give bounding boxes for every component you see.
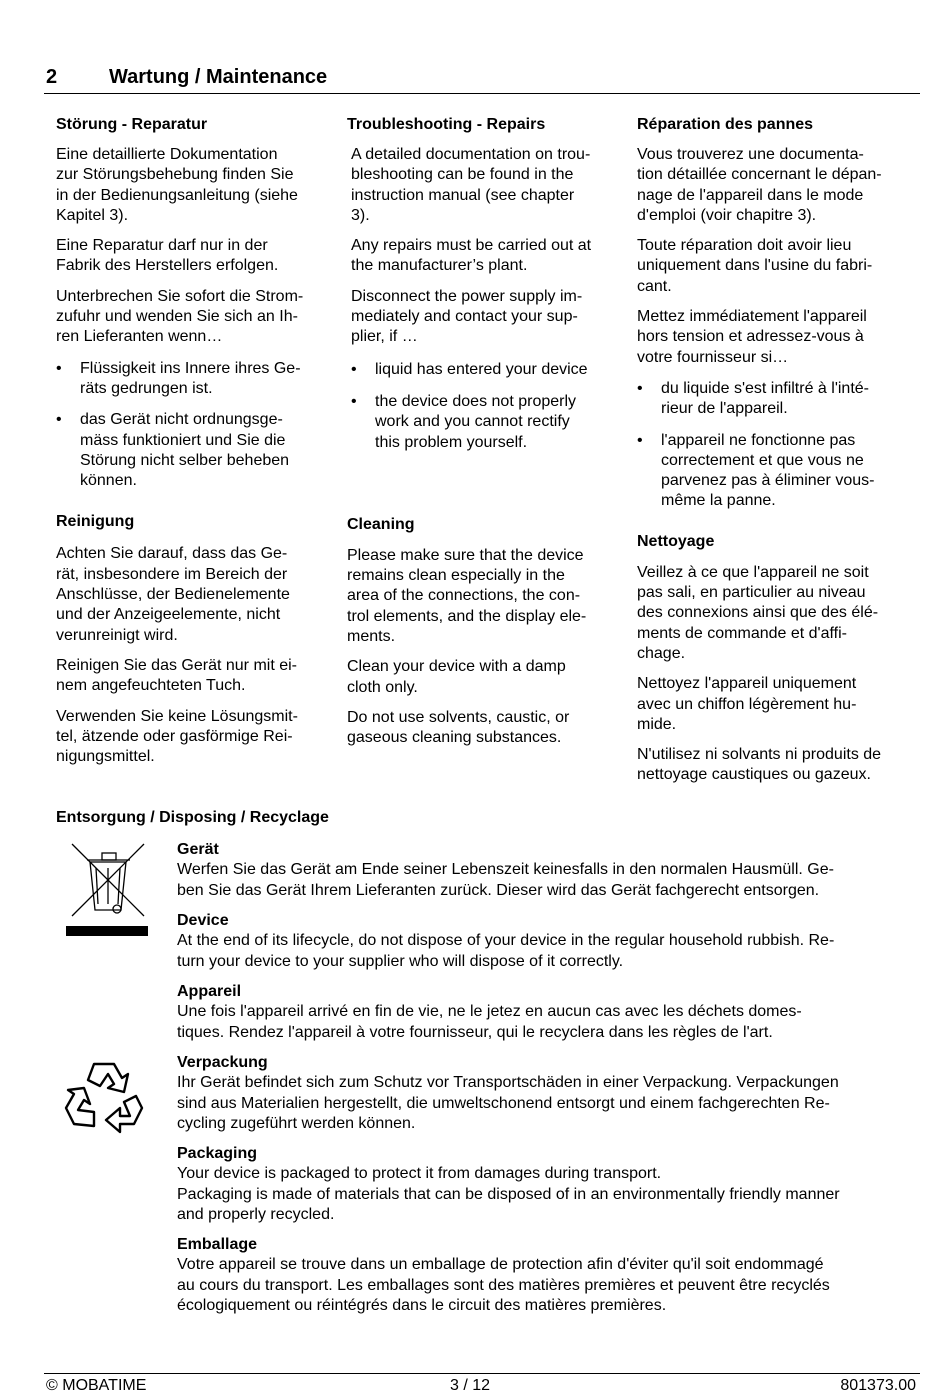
heading-cleaning: Cleaning <box>347 515 415 533</box>
heading-nettoyage: Nettoyage <box>637 532 715 550</box>
heading-stoerung: Störung - Reparatur <box>56 116 208 133</box>
bullet-item: • liquid has entered your device <box>351 360 627 380</box>
page-title: Wartung / Maintenance <box>109 66 328 88</box>
bullet-item: • l'appareil ne fonctionne pas correctement et que vous ne parvenez pas à éliminer vous- même la panne. <box>637 431 919 512</box>
device-de-title: Gerät <box>177 841 219 858</box>
paragraph: Vous trouverez une documenta- tion détaillée concernant le dépan- nage de l'appareil dans le mode d'emploi (voir chapitre 3). <box>637 146 882 224</box>
packaging-de-text: Ihr Gerät befindet sich zum Schutz vor Transportschäden in einer Verpackung. Verpackungen sind aus Materialien hergestellt, die umweltschonend entsorgt und einem fachgerechten Re- cycling zugeführt werden können. <box>177 1074 839 1132</box>
device-en-title: Device <box>177 912 229 929</box>
paragraph: Toute réparation doit avoir lieu uniquement dans l'usine du fabri- cant. <box>637 237 873 295</box>
packaging-de-title: Verpackung <box>177 1054 268 1071</box>
packaging-fr-text: Votre appareil se trouve dans un emballage de protection afin d'éviter qu'il soit endommagé au cours du transport. Les emballages sont des matières premières et peuvent être recyclés écologiquement ou réintégrés dans le circuit des matières premières. <box>177 1256 830 1314</box>
paragraph: Eine detaillierte Dokumentation zur Störungsbehebung finden Sie in der Bedienungsanleitung (siehe Kapitel 3). <box>56 146 298 224</box>
paragraph: Clean your device with a damp cloth only. <box>347 658 566 696</box>
paragraph: Disconnect the power supply im- mediately and contact your sup- plier, if … <box>351 287 583 346</box>
device-fr-title: Appareil <box>177 983 242 1000</box>
paragraph: Reinigen Sie das Gerät nur mit ei- nem angefeuchteten Tuch. <box>56 656 297 695</box>
paragraph: Achten Sie darauf, dass das Ge- rät, insbesondere im Bereich der Anschlüsse, der Bedienelemente und der Anzeigeelemente, nicht verunreinigt wird. <box>56 545 290 644</box>
document-number: 801373.00 <box>840 1377 916 1394</box>
heading-reparation: Réparation des pannes <box>637 116 814 133</box>
packaging-en-text: Your device is packaged to protect it from damages during transport. Packaging is made of materials that can be disposed of in an environmentally friendly manner and properly recycled. <box>177 1165 840 1223</box>
packaging-en-block <box>177 1144 917 1225</box>
paragraph: N'utilisez ni solvants ni produits de nettoyage caustiques ou gazeux. <box>637 746 882 784</box>
paragraph: Any repairs must be carried out at the manufacturer’s plant. <box>351 237 592 275</box>
paragraph: Unterbrechen Sie sofort die Strom- zufuhr und wenden Sie sich an Ih- ren Lieferanten wenn… <box>56 287 304 346</box>
recycling-icon <box>64 1058 150 1140</box>
column-english <box>347 115 627 749</box>
paragraph: Do not use solvents, caustic, or gaseous cleaning substances. <box>347 708 570 747</box>
bullet-item: • das Gerät nicht ordnungsge- mäss funktioniert und Sie die Störung nicht selber beheben können. <box>56 410 336 491</box>
device-fr-block <box>177 982 917 1043</box>
paragraph: Eine Reparatur darf nur in der Fabrik des Herstellers erfolgen. <box>56 237 279 275</box>
disposal-heading: Entsorgung / Disposing / Recyclage <box>56 809 329 826</box>
device-de-block <box>177 840 917 901</box>
bullet-list <box>347 360 627 453</box>
device-de-text: Werfen Sie das Gerät am Ende seiner Lebenszeit keinesfalls in den normalen Hausmüll. Ge- ben Sie das Gerät Ihrem Lieferanten zurück. Dieser wird das Gerät fachgerecht entsorgen. <box>177 861 834 899</box>
packaging-de-block <box>177 1053 917 1134</box>
paragraph: A detailed documentation on trou- bleshooting can be found in the instruction manual (see chapter 3). <box>351 146 591 224</box>
paragraph: Please make sure that the device remains clean especially in the area of the connections, the con- trol elements, and the display ele- ments. <box>347 546 587 646</box>
bullet-list <box>637 379 919 512</box>
paragraph: Verwenden Sie keine Lösungsmit- tel, ätzende oder gasförmige Rei- nigungsmittel. <box>56 707 298 766</box>
header-rule <box>44 93 920 94</box>
column-french <box>637 115 919 786</box>
paragraph: Nettoyez l'appareil uniquement avec un chiffon légèrement hu- mide. <box>637 675 857 733</box>
device-en-block <box>177 911 917 972</box>
packaging-en-title: Packaging <box>177 1145 258 1162</box>
column-german <box>56 115 336 767</box>
bullet-item: • Flüssigkeit ins Innere ihres Ge- räts gedrungen ist. <box>56 359 336 400</box>
heading-reinigung: Reinigung <box>56 513 135 531</box>
paragraph: Mettez immédiatement l'appareil hors tension et adressez-vous à votre fournisseur si… <box>637 308 867 366</box>
footer-rule <box>44 1373 920 1374</box>
device-fr-text: Une fois l'appareil arrivé en fin de vie, ne le jetez en aucun cas avec les déchets domes- tiques. Rendez l'appareil à votre fournisseur, qui le recyclera dans les règles de l'art. <box>177 1003 802 1041</box>
footer-copyright: © MOBATIME <box>46 1377 147 1394</box>
bullet-item: • the device does not properly work and you cannot rectify this problem yourself. <box>351 392 627 453</box>
device-en-text: At the end of its lifecycle, do not dispose of your device in the regular household rubbish. Re- turn your device to your supplier who will dispose of it correctly. <box>177 932 835 970</box>
packaging-fr-block <box>177 1235 917 1316</box>
crossed-out-wheelie-bin-icon <box>66 840 150 938</box>
bullet-item: • du liquide s'est infiltré à l'inté- rieur de l'appareil. <box>637 379 919 420</box>
page-number: 3 / 12 <box>449 1377 491 1394</box>
bullet-list <box>56 359 336 492</box>
section-number: 2 <box>46 66 58 88</box>
heading-troubleshooting: Troubleshooting - Repairs <box>347 116 546 133</box>
packaging-fr-title: Emballage <box>177 1236 258 1253</box>
paragraph: Veillez à ce que l'appareil ne soit pas sali, en particulier au niveau des connexions ainsi que des élé- ments de commande et d'affi- chage. <box>637 563 879 662</box>
